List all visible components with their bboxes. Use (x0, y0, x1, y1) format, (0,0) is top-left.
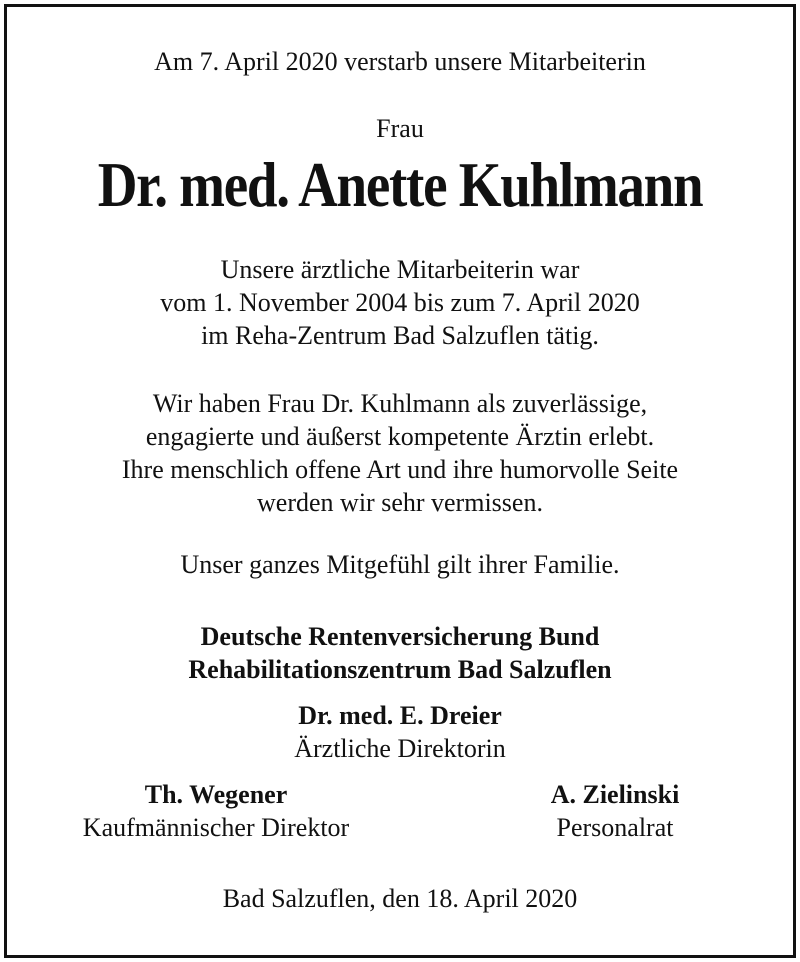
tribute-line-2: engagierte und äußerst kompetente Ärztin erlebt. (145, 422, 655, 451)
salutation: Frau (376, 114, 424, 143)
commercial-director-name: Th. Wegener (144, 780, 288, 809)
tribute-line-4: werden wir sehr vermissen. (257, 488, 543, 517)
deceased-name: Dr. med. Anette Kuhlmann (97, 149, 703, 220)
director-name: Dr. med. E. Dreier (298, 701, 502, 730)
condolence-line: Unser ganzes Mitgefühl gilt ihrer Familie. (180, 550, 620, 579)
tribute-line-1: Wir haben Frau Dr. Kuhlmann als zuverlässige, (152, 389, 648, 418)
tribute-line-3: Ihre menschlich offene Art und ihre humorvolle Seite (121, 455, 679, 484)
commercial-director-title: Kaufmännischer Direktor (82, 813, 350, 842)
employment-line-2: vom 1. November 2004 bis zum 7. April 2020 (160, 288, 640, 317)
place-date: Bad Salzuflen, den 18. April 2020 (222, 884, 578, 913)
employment-line-1: Unsere ärztliche Mitarbeiterin war (220, 255, 580, 284)
intro-line: Am 7. April 2020 verstarb unsere Mitarbeiterin (154, 47, 646, 76)
organization-line-2: Rehabilitationszentrum Bad Salzuflen (188, 655, 612, 684)
director-title: Ärztliche Direktorin (294, 734, 506, 763)
council-title: Personalrat (556, 813, 674, 842)
organization-line-1: Deutsche Rentenversicherung Bund (200, 622, 600, 651)
employment-line-3: im Reha-Zentrum Bad Salzuflen tätig. (201, 321, 599, 350)
council-name: A. Zielinski (550, 780, 680, 809)
